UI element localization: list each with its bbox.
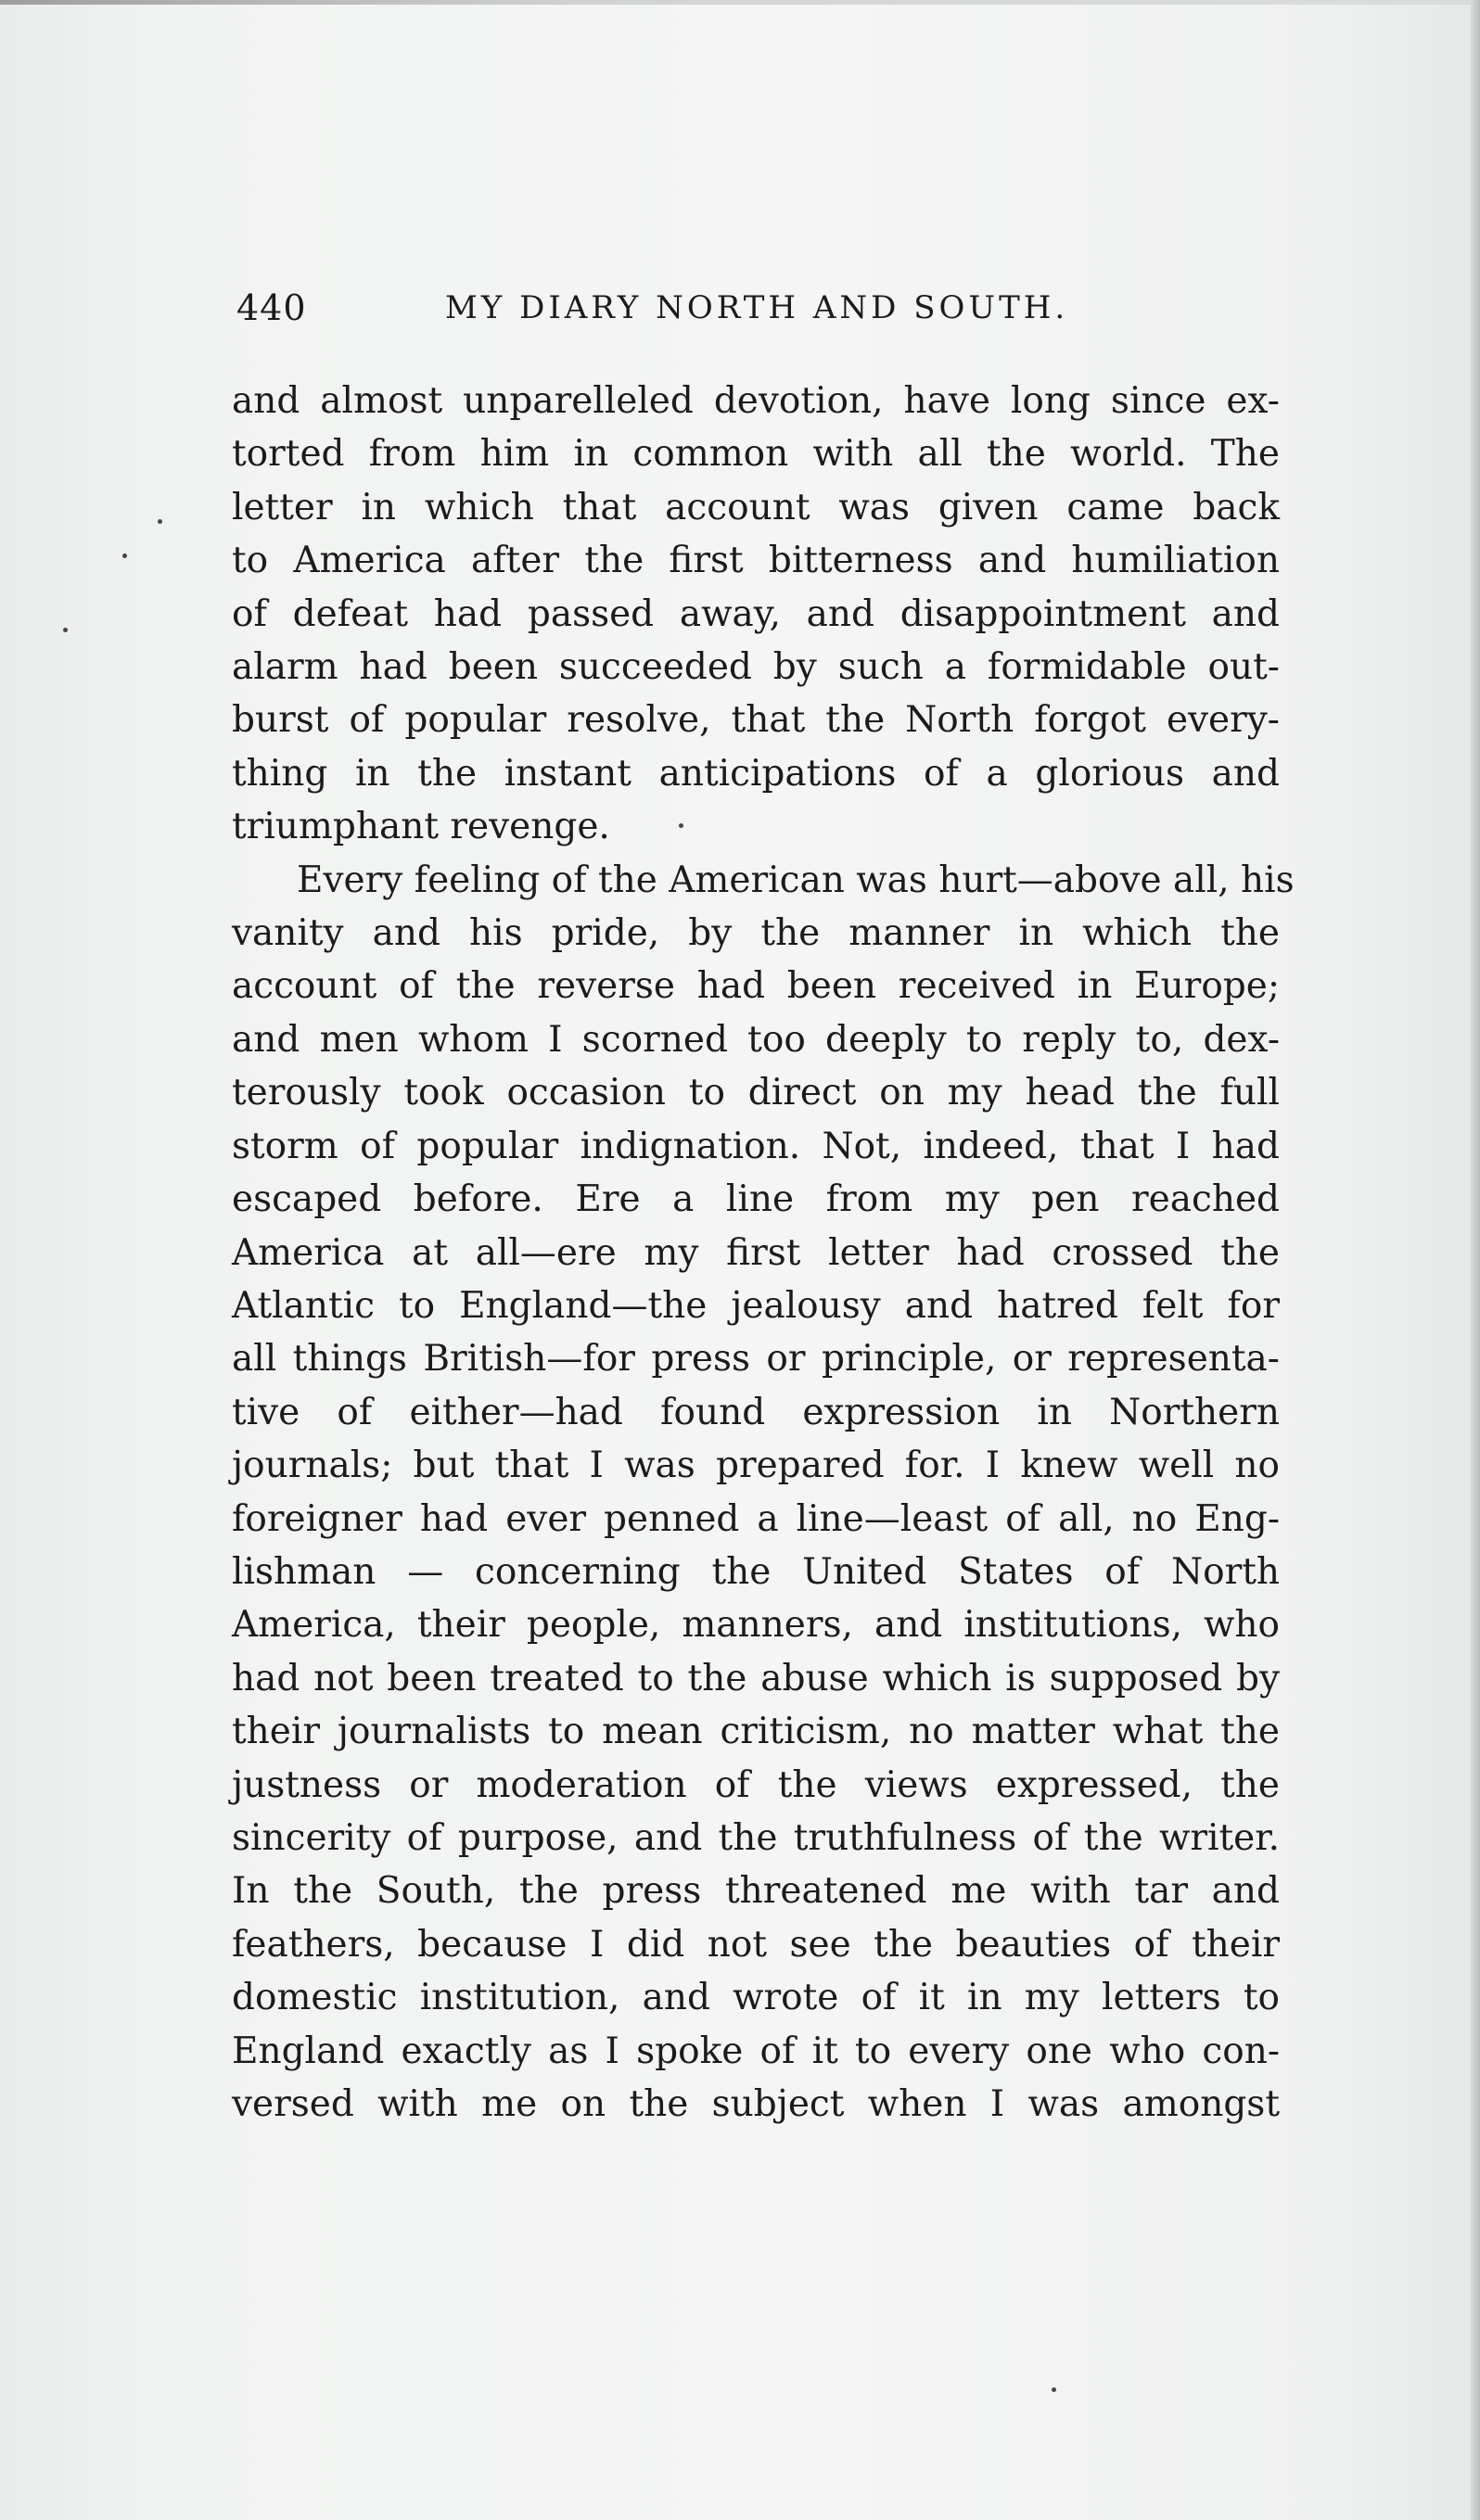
text-line: lishman — concerning the United States of North — [232, 1550, 1280, 1593]
text-line: feathers, because I did not see the beauties of their — [232, 1923, 1280, 1966]
text-line: alarm had been succeeded by such a formidable out- — [232, 646, 1280, 689]
text-line: In the South, the press threatened me with tar and — [232, 1870, 1280, 1913]
page-top-edge — [0, 0, 1480, 5]
paper-speck — [158, 519, 162, 524]
text-line: Atlantic to England—the jealousy and hatred felt for — [232, 1284, 1280, 1327]
text-line: of defeat had passed away, and disappointment and — [232, 592, 1280, 635]
text-line: storm of popular indignation. Not, indeed, that I had — [232, 1125, 1280, 1167]
page-right-edge — [1471, 0, 1480, 2520]
text-line: versed with me on the subject when I was amongst — [232, 2083, 1280, 2125]
page-header — [236, 278, 1298, 337]
text-line: tive of either—had found expression in Northern — [232, 1391, 1280, 1433]
text-line: foreigner had ever penned a line—least of all, no Eng- — [232, 1497, 1280, 1540]
paper-speck — [63, 628, 68, 632]
text-line: thing in the instant anticipations of a glorious and — [232, 752, 1280, 795]
text-line: triumphant revenge. — [232, 806, 610, 848]
text-line: justness or moderation of the views expressed, the — [232, 1763, 1280, 1806]
text-line: escaped before. Ere a line from my pen reached — [232, 1178, 1280, 1221]
text-line: all things British—for press or principle, or representa- — [232, 1338, 1280, 1381]
text-line: letter in which that account was given came back — [232, 486, 1280, 528]
text-line: sincerity of purpose, and the truthfulness of the writer. — [232, 1816, 1280, 1859]
body-text — [232, 375, 1295, 2131]
text-line: America, their people, manners, and institutions, who — [232, 1604, 1280, 1647]
text-line: burst of popular resolve, that the North forgot every- — [232, 699, 1280, 742]
text-line: had not been treated to the abuse which is supposed by — [232, 1657, 1280, 1699]
text-line: terously took occasion to direct on my head the full — [232, 1072, 1280, 1114]
text-line: America at all—ere my first letter had crossed the — [232, 1231, 1280, 1274]
text-line: England exactly as I spoke of it to every one who con- — [232, 2030, 1280, 2072]
text-line: and almost unparelleled devotion, have long since ex- — [232, 380, 1280, 422]
page-number: 440 — [236, 287, 307, 328]
text-line: Every feeling of the American was hurt—above all, his — [297, 859, 1295, 901]
text-line: torted from him in common with all the world. The — [232, 433, 1280, 476]
text-line: vanity and his pride, by the manner in which the — [232, 912, 1280, 955]
paper-speck — [122, 554, 127, 558]
text-line: journals; but that I was prepared for. I knew well no — [232, 1445, 1280, 1487]
text-line: to America after the first bitterness and humiliation — [232, 540, 1280, 582]
text-line: and men whom I scorned too deeply to reply to, dex- — [232, 1018, 1280, 1061]
paper-speck — [1052, 2387, 1056, 2392]
text-line: domestic institution, and wrote of it in my letters to — [232, 1977, 1280, 2019]
running-title: MY DIARY NORTH AND SOUTH. — [445, 289, 1069, 326]
text-line: their journalists to mean criticism, no matter what the — [232, 1711, 1280, 1753]
text-line: account of the reverse had been received in Europe; — [232, 965, 1280, 1008]
